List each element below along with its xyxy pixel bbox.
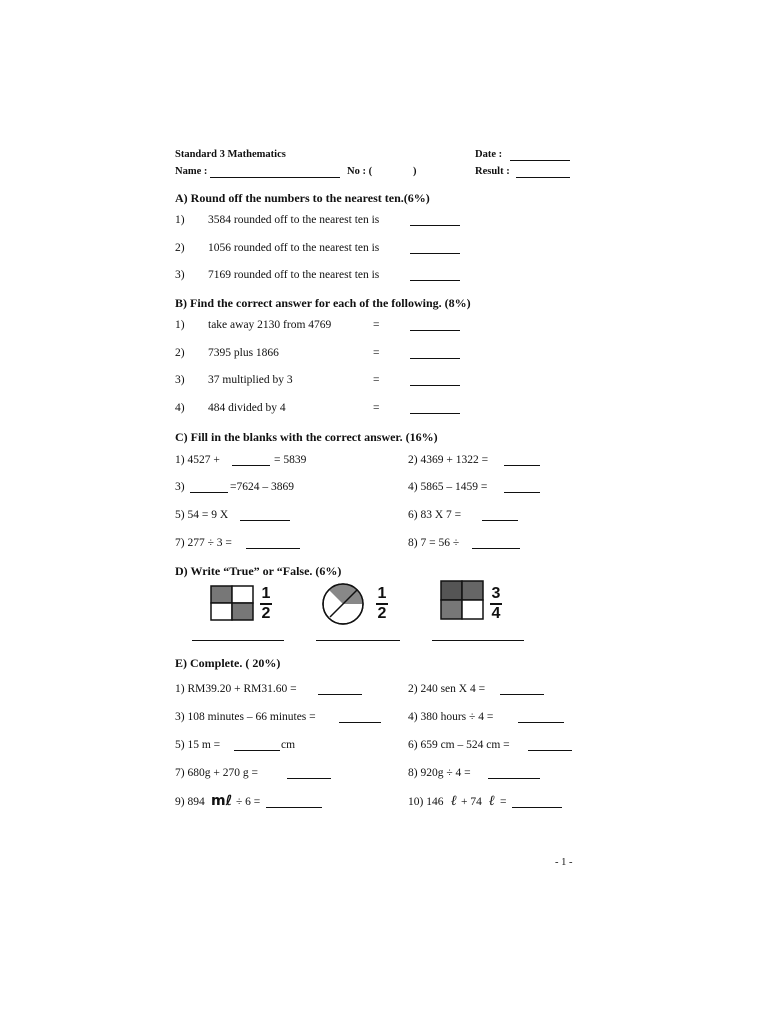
e-right-q6: 6) 659 cm – 524 cm = bbox=[408, 739, 510, 751]
e-blank bbox=[287, 778, 331, 779]
b-answer-line bbox=[410, 385, 460, 386]
e-right-q10-unit2: ℓ bbox=[489, 793, 495, 809]
c-blank bbox=[504, 465, 540, 466]
fraction-1-numerator: 1 bbox=[261, 585, 271, 602]
b-item-num: 4) bbox=[175, 402, 185, 414]
result-label: Result : bbox=[475, 166, 510, 177]
b-answer-line bbox=[410, 413, 460, 414]
e-blank bbox=[512, 807, 562, 808]
b-answer-line bbox=[410, 358, 460, 359]
fraction-3 bbox=[490, 586, 502, 622]
fraction-1-denominator: 2 bbox=[261, 605, 271, 622]
square-quarters-figure-1 bbox=[210, 585, 254, 621]
section-b-heading: B) Find the correct answer for each of the following. (8%) bbox=[175, 296, 471, 310]
a-answer-line bbox=[410, 280, 460, 281]
page-number: - 1 - bbox=[555, 857, 573, 868]
fraction-2-denominator: 2 bbox=[377, 605, 387, 622]
b-equals: = bbox=[373, 402, 380, 414]
b-answer-line bbox=[410, 330, 460, 331]
no-label: No : ( bbox=[347, 166, 373, 177]
b-item-num: 3) bbox=[175, 374, 185, 386]
c-left-q3: 3) bbox=[175, 481, 185, 493]
b-item-num: 1) bbox=[175, 319, 185, 331]
c-blank bbox=[246, 548, 300, 549]
e-right-q8: 8) 920g ÷ 4 = bbox=[408, 767, 471, 779]
c-left-q3-rest: =7624 – 3869 bbox=[230, 481, 294, 493]
e-left-q9-rest: ÷ 6 = bbox=[236, 796, 261, 808]
section-e-heading: E) Complete. ( 20%) bbox=[175, 656, 281, 670]
date-field-line bbox=[510, 160, 570, 161]
date-label: Date : bbox=[475, 149, 503, 160]
e-left-q5: 5) 15 m = bbox=[175, 739, 221, 751]
b-item-text: 484 divided by 4 bbox=[208, 402, 286, 414]
d-answer-line bbox=[432, 640, 524, 641]
fraction-2 bbox=[376, 586, 388, 622]
e-right-q10-rest: = bbox=[500, 796, 507, 808]
b-item-text: take away 2130 from 4769 bbox=[208, 319, 332, 331]
a-item-text: 1056 rounded off to the nearest ten is bbox=[208, 242, 380, 254]
c-left-q1: 1) 4527 + bbox=[175, 454, 220, 466]
e-blank bbox=[266, 807, 322, 808]
c-right-q6: 6) 83 X 7 = bbox=[408, 509, 462, 521]
b-equals: = bbox=[373, 374, 380, 386]
name-label: Name : bbox=[175, 166, 208, 177]
a-item-text: 7169 rounded off to the nearest ten is bbox=[208, 269, 380, 281]
section-c-heading: C) Fill in the blanks with the correct answer. (16%) bbox=[175, 430, 438, 444]
fraction-3-denominator: 4 bbox=[491, 605, 501, 622]
a-item-num: 3) bbox=[175, 269, 185, 281]
b-item-num: 2) bbox=[175, 347, 185, 359]
e-blank bbox=[339, 722, 381, 723]
c-right-q4: 4) 5865 – 1459 = bbox=[408, 481, 488, 493]
c-right-q8: 8) 7 = 56 ÷ bbox=[408, 537, 460, 549]
b-item-text: 7395 plus 1866 bbox=[208, 347, 279, 359]
e-left-q7: 7) 680g + 270 g = bbox=[175, 767, 258, 779]
e-right-q10-mid: + 74 bbox=[461, 796, 482, 808]
c-left-q7: 7) 277 ÷ 3 = bbox=[175, 537, 232, 549]
c-right-q2: 2) 4369 + 1322 = bbox=[408, 454, 489, 466]
c-blank bbox=[190, 492, 228, 493]
fraction-3-numerator: 3 bbox=[491, 585, 501, 602]
e-blank bbox=[518, 722, 564, 723]
c-blank bbox=[504, 492, 540, 493]
a-item-text: 3584 rounded off to the nearest ten is bbox=[208, 214, 380, 226]
e-right-q10: 10) 146 bbox=[408, 796, 444, 808]
a-answer-line bbox=[410, 225, 460, 226]
c-left-q1-rest: = 5839 bbox=[274, 454, 307, 466]
name-field-line bbox=[210, 177, 340, 178]
a-answer-line bbox=[410, 253, 460, 254]
section-d-heading: D) Write “True” or “False. (6%) bbox=[175, 564, 342, 578]
c-blank bbox=[232, 465, 270, 466]
e-blank bbox=[500, 694, 544, 695]
no-close: ) bbox=[413, 166, 417, 177]
fraction-1 bbox=[260, 586, 272, 622]
a-item-num: 1) bbox=[175, 214, 185, 226]
e-left-q9-unit: mℓ bbox=[211, 793, 233, 809]
c-blank bbox=[240, 520, 290, 521]
c-left-q5: 5) 54 = 9 X bbox=[175, 509, 229, 521]
b-equals: = bbox=[373, 319, 380, 331]
b-equals: = bbox=[373, 347, 380, 359]
result-field-line bbox=[516, 177, 570, 178]
e-left-q3: 3) 108 minutes – 66 minutes = bbox=[175, 711, 316, 723]
c-blank bbox=[472, 548, 520, 549]
worksheet-title: Standard 3 Mathematics bbox=[175, 149, 286, 160]
fraction-2-numerator: 1 bbox=[377, 585, 387, 602]
b-item-text: 37 multiplied by 3 bbox=[208, 374, 293, 386]
a-item-num: 2) bbox=[175, 242, 185, 254]
e-right-q10-unit1: ℓ bbox=[451, 793, 457, 809]
e-left-q1: 1) RM39.20 + RM31.60 = bbox=[175, 683, 297, 695]
d-answer-line bbox=[192, 640, 284, 641]
e-blank bbox=[528, 750, 572, 751]
e-right-q2: 2) 240 sen X 4 = bbox=[408, 683, 486, 695]
e-blank bbox=[488, 778, 540, 779]
section-a-heading: A) Round off the numbers to the nearest ten.(6%) bbox=[175, 191, 430, 205]
e-left-q5-unit: cm bbox=[281, 739, 296, 751]
e-right-q4: 4) 380 hours ÷ 4 = bbox=[408, 711, 494, 723]
e-left-q9: 9) 894 bbox=[175, 796, 205, 808]
c-blank bbox=[482, 520, 518, 521]
square-quarters-figure-2 bbox=[440, 580, 484, 620]
e-blank bbox=[234, 750, 280, 751]
e-blank bbox=[318, 694, 362, 695]
circle-figure bbox=[321, 582, 365, 626]
d-answer-line bbox=[316, 640, 400, 641]
